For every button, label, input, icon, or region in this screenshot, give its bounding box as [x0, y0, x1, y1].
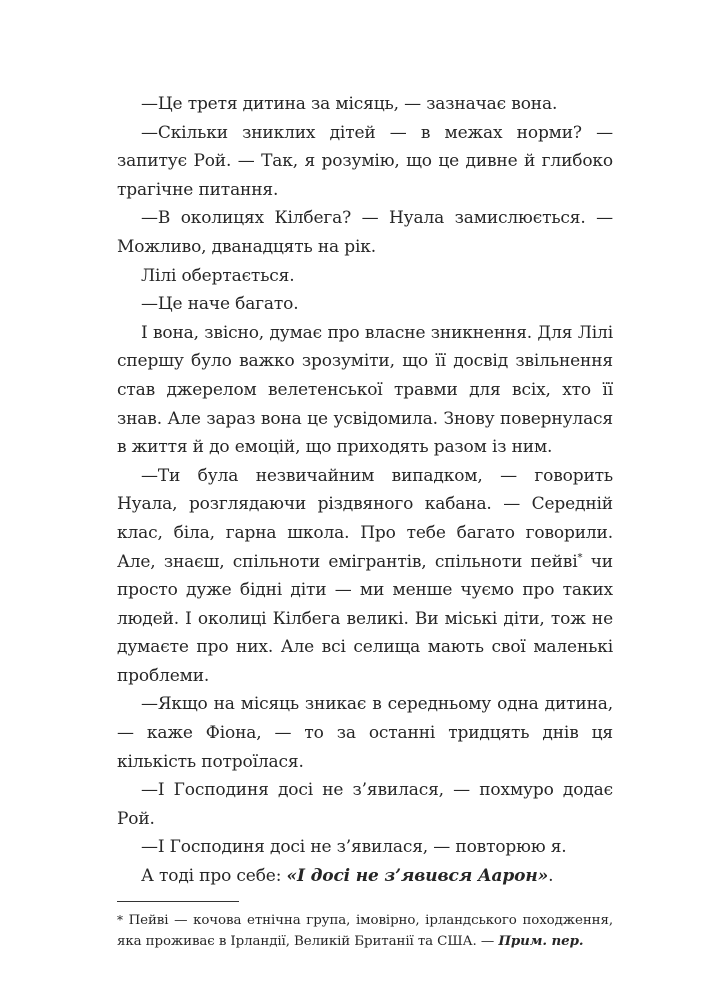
footnote-text: Пейві — кочова етнічна група, імовірно, ірландського походження, яка проживає в Ірландії, Великій Британії та США. —: [117, 912, 613, 949]
footnote: [117, 910, 613, 952]
footnote-reference: *: [577, 551, 583, 563]
paragraph: —І Господиня досі не з’явилася, — похмуро додає Рой.: [117, 780, 613, 829]
footnote-mark: *: [117, 912, 123, 927]
paragraph: —Скільки зниклих дітей — в межах норми? — запитує Рой. — Так, я розумію, що це дивне й глибоко трагічне питання.: [117, 122, 613, 200]
paragraph-text-before: А тоді про себе:: [141, 866, 287, 887]
paragraph: —І Господиня досі не з’явилася, — повторюю я.: [141, 837, 567, 858]
page-body: [117, 90, 613, 952]
paragraph-with-footnote-ref: [117, 462, 613, 691]
paragraph: —Це третя дитина за місяць, — зазначає вона.: [141, 94, 558, 114]
paragraph: —Якщо на місяць зникає в середньому одна дитина, — каже Фіона, — то за останні тридцять днів ця кількість потроїлася.: [117, 694, 613, 772]
footnote-attribution: Прим. пер.: [498, 932, 584, 949]
footnote-divider: [117, 901, 239, 902]
paragraph: І вона, звісно, думає про власне зникнення. Для Лілі спершу було важко зрозуміти, що її досвід звільнення став джерелом велетенської травми для всіх, хто її знав. Але зараз вона це усвідомила. Знову повернулася в життя й до емоцій, що приходять разом із ним.: [117, 322, 613, 458]
paragraph: Лілі обертається.: [141, 265, 295, 286]
paragraph: —Це наче багато.: [141, 294, 299, 315]
paragraph-text-after: чи просто дуже бідні діти — ми менше чуємо про таких людей. І околиці Кілбега великі. Ви міські діти, тож не думаєте про них. Але всі селища мають свої маленькі проблеми.: [117, 551, 613, 686]
paragraph-text-before: —Ти була незвичайним випадком, — говорить Нуала, розглядаючи різдвяного кабана. — Середній клас, біла, гарна школа. Про тебе багато говорили. Але, знаєш, спільноти емігрантів, спільноти пейві: [117, 465, 613, 572]
emphasized-thought: «І досі не з’явився Аарон»: [286, 866, 549, 887]
paragraph: —В околицях Кілбега? — Нуала замислюється. — Можливо, дванадцять на рік.: [117, 208, 613, 257]
paragraph-with-emphasis: [117, 862, 613, 891]
paragraph-text-after: .: [548, 866, 554, 887]
